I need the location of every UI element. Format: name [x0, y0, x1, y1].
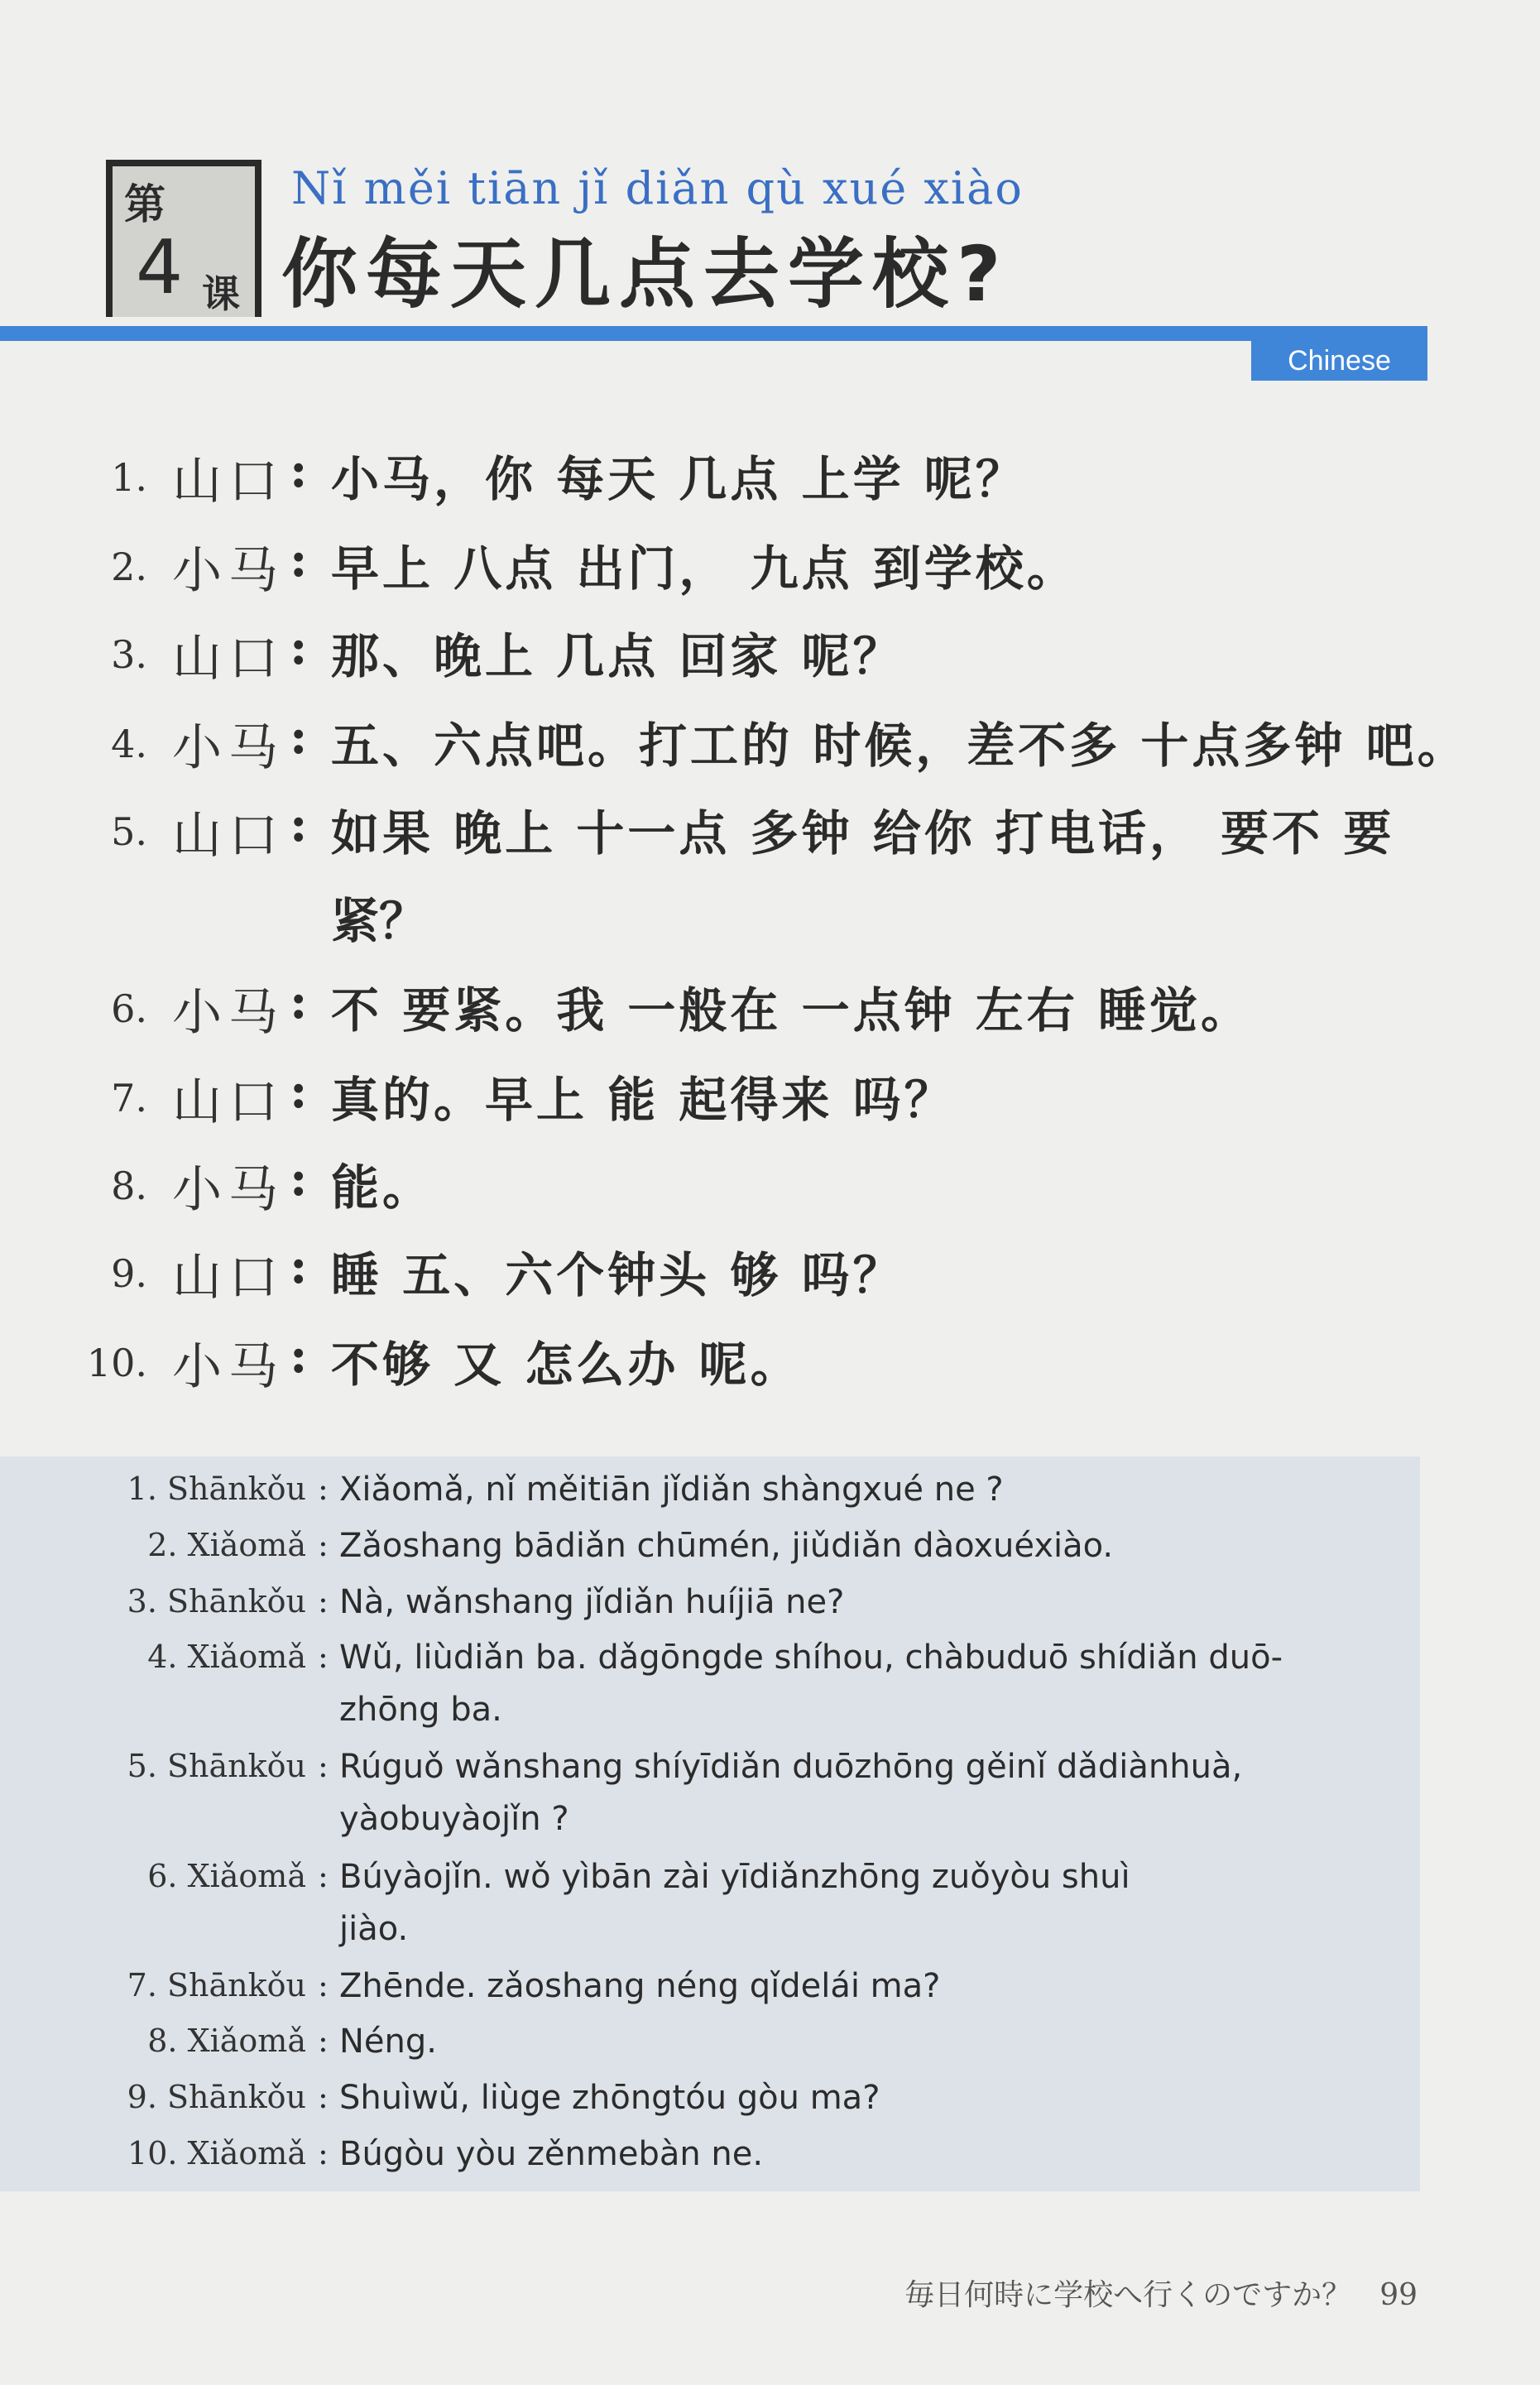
line-text: 五、六点吧。打工的 时候，差不多 十点多钟 吧。 [331, 717, 1469, 774]
lesson-title-pinyin: Nǐ měi tiān jǐ diǎn qù xué xiào [291, 162, 1024, 214]
language-tag: Chinese [1251, 341, 1427, 381]
title-divider [0, 326, 1427, 341]
line-text: 不 要紧。我 一般在 一点钟 左右 睡觉。 [331, 982, 1252, 1039]
speaker-colon: : [318, 1748, 329, 1784]
line-number: 2. [111, 545, 147, 589]
pinyin-panel [0, 1456, 1420, 2191]
speaker-colon: : [318, 1527, 329, 1563]
speaker-colon: : [290, 619, 308, 675]
footer-caption: 毎日何時に学校へ行くのですか？ [904, 2278, 1352, 2312]
pinyin-text-continued: jiào. [339, 1910, 409, 1948]
speaker-colon: : [290, 973, 308, 1029]
pinyin-text: Zǎoshang bādiǎn chūmén, jiǔdiǎn dàoxuéxiào. [339, 1527, 1114, 1565]
pinyin-speaker: 2. Xiǎomǎ [147, 1527, 306, 1563]
line-number: 6. [111, 986, 147, 1031]
lesson-di-char: 第 [124, 180, 166, 228]
speaker-colon: : [290, 1063, 308, 1119]
speaker-colon: : [318, 1583, 329, 1620]
speaker-colon: : [318, 2023, 329, 2059]
pinyin-text: Nà, wǎnshang jǐdiǎn huíjiā ne? [339, 1583, 845, 1621]
speaker-name: 山口 [172, 630, 285, 688]
line-text: 真的。早上 能 起得来 吗？ [331, 1072, 956, 1128]
speaker-colon: : [290, 1150, 308, 1207]
line-text: 早上 八点 出门， 九点 到学校。 [331, 540, 1078, 597]
page-number: 99 [1379, 2278, 1418, 2312]
speaker-name: 山口 [172, 453, 285, 511]
pinyin-text: Wǔ, liùdiǎn ba. dǎgōngde shíhou, chàbuduō shídiǎn duō- [339, 1639, 1283, 1677]
pinyin-text-continued: yàobuyàojǐn ? [339, 1800, 569, 1838]
line-number: 10. [86, 1341, 147, 1385]
speaker-colon: : [318, 1967, 329, 2003]
pinyin-text: Búyàojǐn. wǒ yìbān zài yīdiǎnzhōng zuǒyòu shuì [339, 1858, 1130, 1896]
line-text: 那、晚上 几点 回家 呢？ [331, 628, 904, 684]
lesson-title: 你每天几点去学校? [281, 230, 1010, 319]
speaker-colon: : [290, 1238, 308, 1294]
speaker-name: 小马 [172, 542, 285, 600]
speaker-colon: : [290, 1327, 308, 1384]
speaker-name: 山口 [172, 1073, 285, 1131]
pinyin-speaker: 9. Shānkǒu [127, 2079, 306, 2115]
line-number: 3. [111, 632, 147, 677]
pinyin-text: Néng. [339, 2023, 437, 2061]
line-text-continued: 紧？ [331, 893, 428, 949]
lesson-number: 4 [136, 224, 184, 311]
line-text: 不够 又 怎么办 呢。 [331, 1336, 802, 1393]
speaker-colon: : [290, 531, 308, 588]
speaker-name: 山口 [172, 807, 285, 865]
pinyin-speaker: 5. Shānkǒu [127, 1748, 306, 1784]
pinyin-speaker: 8. Xiǎomǎ [147, 2023, 306, 2059]
speaker-colon: : [318, 1471, 329, 1507]
line-text: 如果 晚上 十一点 多钟 给你 打电话， 要不 要 [331, 805, 1395, 861]
line-number: 1. [111, 455, 147, 500]
speaker-name: 山口 [172, 1249, 285, 1307]
pinyin-speaker: 7. Shānkǒu [127, 1967, 306, 2003]
speaker-colon: : [290, 708, 308, 765]
line-number: 9. [111, 1251, 147, 1296]
speaker-colon: : [290, 442, 308, 498]
line-text: 睡 五、六个钟头 够 吗？ [331, 1247, 904, 1303]
speaker-colon: : [318, 1639, 329, 1675]
speaker-name: 小马 [172, 719, 285, 777]
pinyin-text: Búgòu yòu zěnmebàn ne. [339, 2135, 764, 2173]
speaker-name: 小马 [172, 1338, 285, 1396]
pinyin-speaker: 10. Xiǎomǎ [127, 2135, 306, 2171]
pinyin-speaker: 3. Shānkǒu [127, 1583, 306, 1620]
lesson-ke-char: 课 [202, 271, 240, 316]
speaker-colon: : [318, 1858, 329, 1894]
pinyin-text-continued: zhōng ba. [339, 1691, 502, 1729]
pinyin-text: Shuìwǔ, liùge zhōngtóu gòu ma? [339, 2079, 880, 2117]
line-text: 能。 [331, 1159, 434, 1216]
speaker-name: 小马 [172, 1161, 285, 1219]
line-number: 4. [111, 722, 147, 766]
speaker-colon: : [318, 2079, 329, 2115]
line-number: 5. [111, 809, 147, 854]
pinyin-text: Xiǎomǎ, nǐ měitiān jǐdiǎn shàngxué ne ? [339, 1471, 1004, 1509]
line-number: 8. [111, 1164, 147, 1208]
pinyin-speaker: 1. Shānkǒu [127, 1471, 306, 1507]
lesson-number-box [106, 160, 261, 317]
page-footer [904, 2272, 1418, 2314]
speaker-colon: : [290, 796, 308, 852]
speaker-colon: : [318, 2135, 329, 2171]
speaker-name: 小马 [172, 984, 285, 1042]
pinyin-text: Rúguǒ wǎnshang shíyīdiǎn duōzhōng gěinǐ dǎdiànhuà, [339, 1748, 1243, 1786]
line-number: 7. [111, 1076, 147, 1121]
line-text: 小马，你 每天 几点 上学 呢？ [331, 451, 1027, 507]
pinyin-speaker: 6. Xiǎomǎ [147, 1858, 306, 1894]
pinyin-speaker: 4. Xiǎomǎ [147, 1639, 306, 1675]
pinyin-text: Zhēnde. zǎoshang néng qǐdelái ma? [339, 1967, 941, 2005]
